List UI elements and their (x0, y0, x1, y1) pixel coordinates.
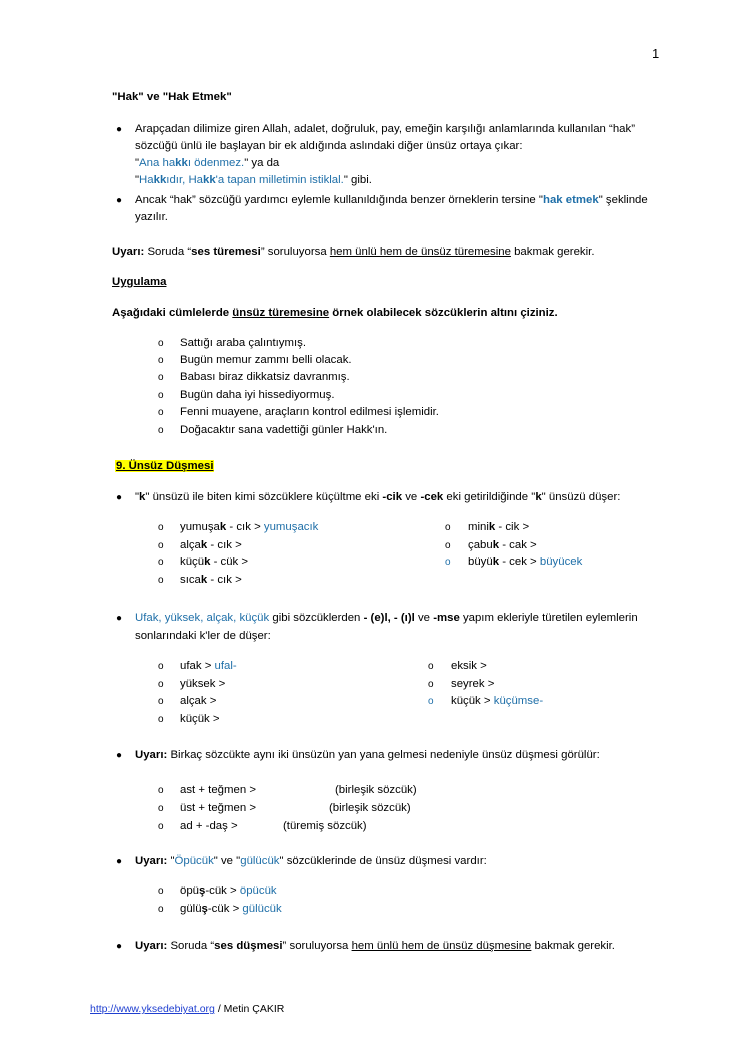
example-item (451, 695, 543, 707)
text: küçük > (451, 695, 494, 707)
bullet1-example2 (135, 174, 372, 186)
result: yumuşacık (263, 521, 319, 533)
emphasis: k (492, 539, 500, 551)
warning-double-consonant (135, 749, 600, 761)
circle-bullet-icon: o (158, 821, 164, 832)
example-word: Öpücük (174, 855, 214, 867)
example-item: yüksek > (180, 678, 226, 690)
compound-item: ast + teğmen > (180, 784, 256, 796)
list-item: Babası biraz dikkatsiz davranmış. (180, 371, 350, 383)
circle-bullet-icon: o (158, 679, 164, 690)
circle-bullet-icon: o (428, 696, 434, 707)
list-item: Doğacaktır sana vadettiği günler Hakk'ın. (180, 424, 388, 436)
emphasis: - (e)l, - (ı)l (363, 612, 415, 624)
footer (90, 1003, 284, 1015)
example-words: Ufak, yüksek, alçak, küçük (135, 612, 270, 624)
text: mini (468, 521, 489, 533)
underlined-text: ünsüz türemesine (232, 307, 330, 319)
result: küçümse- (493, 695, 544, 707)
circle-bullet-icon: o (158, 575, 164, 586)
el-rule-line1 (135, 612, 638, 624)
text: yumuşa (180, 521, 220, 533)
circle-bullet-icon: o (158, 355, 164, 366)
text: ” soruluyorsa (260, 246, 330, 258)
circle-bullet-icon: o (158, 661, 164, 672)
compound-item: üst + teğmen > (180, 802, 256, 814)
text: " (135, 491, 140, 503)
emphasis: ş (201, 903, 208, 915)
circle-bullet-icon: o (158, 886, 164, 897)
example-item (468, 539, 537, 551)
quote: " (135, 174, 140, 186)
text: gülü (180, 903, 202, 915)
bullet-icon: ● (116, 492, 123, 503)
text: - cık > (226, 521, 264, 533)
circle-bullet-icon: o (158, 696, 164, 707)
underlined-text: hem ünlü hem de ünsüz düşmesine (351, 940, 532, 952)
bullet-icon: ● (116, 613, 123, 624)
circle-bullet-icon: o (158, 557, 164, 568)
bullet1-line2: sözcüğü ünlü ile başlayan bir ek aldığında aslındaki diğer ünsüz ortaya çıkar: (135, 140, 523, 152)
example-item (468, 521, 529, 533)
bullet-icon: ● (116, 856, 123, 867)
compound-item: ad + -daş > (180, 820, 238, 832)
result: öpücük (239, 885, 277, 897)
emphasis: hak etmek (542, 194, 599, 206)
text: eki getirildiğinde " (443, 491, 536, 503)
text: Ancak “hak” sözcüğü yardımcı eylemle kullanıldığında benzer örneklerin tersine " (135, 194, 543, 206)
list-item: Fenni muayene, araçların kontrol edilmesi işlemidir. (180, 406, 439, 418)
circle-bullet-icon: o (158, 904, 164, 915)
circle-bullet-icon: o (428, 661, 434, 672)
emphasis: ş (199, 885, 206, 897)
example-item: eksik > (451, 660, 487, 672)
text: çabu (468, 539, 493, 551)
text: ve (402, 491, 421, 503)
text: - cık > (207, 574, 242, 586)
example-text: 'a tapan milletimin istiklal. (215, 174, 344, 186)
result: gülücük (242, 903, 282, 915)
bullet2-line2: yazılır. (135, 211, 168, 223)
application-heading: Uygulama (112, 276, 167, 288)
circle-bullet-icon: o (158, 714, 164, 725)
result: büyücek (539, 556, 583, 568)
list-item: Sattığı araba çalıntıymış. (180, 337, 306, 349)
example-item (180, 521, 318, 533)
example-item (180, 539, 242, 551)
compound-note: (birleşik sözcük) (329, 802, 411, 814)
example-item (180, 903, 282, 915)
page-title: "Hak" ve "Hak Etmek" (112, 91, 232, 103)
bullet-icon: ● (116, 750, 123, 761)
compound-note: (türemiş sözcük) (283, 820, 367, 832)
instruction (112, 307, 558, 319)
compound-note: (birleşik sözcük) (335, 784, 417, 796)
example-item (180, 660, 237, 672)
circle-bullet-icon: o (158, 803, 164, 814)
example-emphasis: kk (153, 174, 167, 186)
emphasis: ses türemesi (191, 246, 261, 258)
example-text: Ana ha (139, 157, 176, 169)
example-item (468, 556, 582, 568)
example-emphasis: kk (203, 174, 216, 186)
text: büyü (468, 556, 493, 568)
text: ” soruluyorsa (282, 940, 352, 952)
text: " ünsüzü düşer: (541, 491, 621, 503)
emphasis: ses düşmesi (214, 940, 283, 952)
example-text: ı ödenmez. (187, 157, 245, 169)
text: bakmak gerekir. (531, 940, 615, 952)
text: örnek olabilecek sözcüklerin altını çiziniz. (329, 307, 558, 319)
text: Aşağıdaki cümlelerde (112, 307, 233, 319)
bullet-icon: ● (116, 941, 123, 952)
k-rule (135, 491, 620, 503)
emphasis: -cek (420, 491, 444, 503)
list-item: Bugün daha iyi hissediyormuş. (180, 389, 335, 401)
text: - cek > (499, 556, 540, 568)
footer-author: / Metin ÇAKIR (214, 1003, 285, 1015)
text: - cık > (207, 539, 242, 551)
example-item (180, 885, 277, 897)
warning-label: Uyarı: (112, 246, 145, 258)
warning-ses-dusme (135, 940, 615, 952)
example-emphasis: kk (175, 157, 188, 169)
circle-bullet-icon: o (158, 522, 164, 533)
example-item: küçük > (180, 713, 220, 725)
circle-bullet-icon: o (158, 390, 164, 401)
emphasis: k (200, 574, 208, 586)
circle-bullet-icon: o (445, 540, 451, 551)
result: ufal- (214, 660, 237, 672)
emphasis: k (219, 521, 227, 533)
warning-ses-tureme (112, 246, 595, 258)
emphasis: k (492, 556, 500, 568)
example-text: ıdır, Ha (166, 174, 203, 186)
emphasis: -cik (382, 491, 403, 503)
bullet-icon: ● (116, 124, 123, 135)
text: yapım ekleriyle türetilen eylemlerin (459, 612, 638, 624)
example-item: seyrek > (451, 678, 495, 690)
bullet-icon: ● (116, 195, 123, 206)
text: " şeklinde (598, 194, 648, 206)
bullet1-line1: Arapçadan dilimize giren Allah, adalet, doğruluk, pay, emeğin karşılığı anlamlarında kullanılan “hak” (135, 123, 635, 135)
example-tail: " gibi. (343, 174, 372, 186)
text: Soruda “ (144, 246, 192, 258)
example-item (180, 574, 242, 586)
text: " ünsüzü ile biten kimi sözcüklere küçültme eki (145, 491, 383, 503)
bullet1-example1 (135, 157, 279, 169)
text: - cik > (495, 521, 530, 533)
text: -cük > (205, 885, 240, 897)
emphasis: k (535, 491, 542, 503)
warning-label: Uyarı: (135, 940, 168, 952)
circle-bullet-icon: o (158, 407, 164, 418)
text: ve (414, 612, 434, 624)
circle-bullet-icon: o (158, 785, 164, 796)
warning-label: Uyarı: (135, 855, 168, 867)
example-word: gülücük (240, 855, 280, 867)
circle-bullet-icon: o (445, 522, 451, 533)
circle-bullet-icon: o (158, 540, 164, 551)
text: ufak > (180, 660, 215, 672)
emphasis: k (139, 491, 146, 503)
circle-bullet-icon: o (158, 425, 164, 436)
quote: " (135, 157, 140, 169)
section-heading: 9. Ünsüz Düşmesi (116, 460, 214, 472)
underlined-text: hem ünlü hem de ünsüz türemesine (329, 246, 511, 258)
circle-bullet-icon: o (158, 372, 164, 383)
text: " (167, 855, 175, 867)
text: sıca (180, 574, 201, 586)
emphasis: k (204, 556, 211, 568)
emphasis: k (488, 521, 496, 533)
emphasis: -mse (433, 612, 460, 624)
text: Soruda “ (167, 940, 215, 952)
circle-bullet-icon: o (445, 557, 451, 568)
list-item: Bugün memur zammı belli olacak. (180, 354, 352, 366)
text: bakmak gerekir. (510, 246, 595, 258)
example-text: Ha (139, 174, 154, 186)
text: Birkaç sözcükte aynı iki ünsüzün yan yana gelmesi nedeniyle ünsüz düşmesi görülür: (167, 749, 600, 761)
circle-bullet-icon: o (158, 338, 164, 349)
text: -cük > (207, 903, 243, 915)
example-item: alçak > (180, 695, 217, 707)
text: öpü (180, 885, 200, 897)
text: " ve " (213, 855, 241, 867)
el-rule-line2: sonlarındaki k'ler de düşer: (135, 630, 271, 642)
page-number: 1 (652, 46, 660, 61)
text: gibi sözcüklerden (269, 612, 364, 624)
bullet2-line1 (135, 194, 648, 206)
example-item (180, 556, 248, 568)
warning-label: Uyarı: (135, 749, 168, 761)
example-tail: " ya da (244, 157, 280, 169)
circle-bullet-icon: o (428, 679, 434, 690)
text: alça (180, 539, 201, 551)
emphasis: k (200, 539, 208, 551)
footer-link[interactable]: http://www.yksedebiyat.org (90, 1003, 215, 1015)
warning-opucuk (135, 855, 487, 867)
text: - cak > (499, 539, 537, 551)
text: - cük > (210, 556, 249, 568)
text: küçü (180, 556, 205, 568)
text: " sözcüklerinde de ünsüz düşmesi vardır: (279, 855, 487, 867)
